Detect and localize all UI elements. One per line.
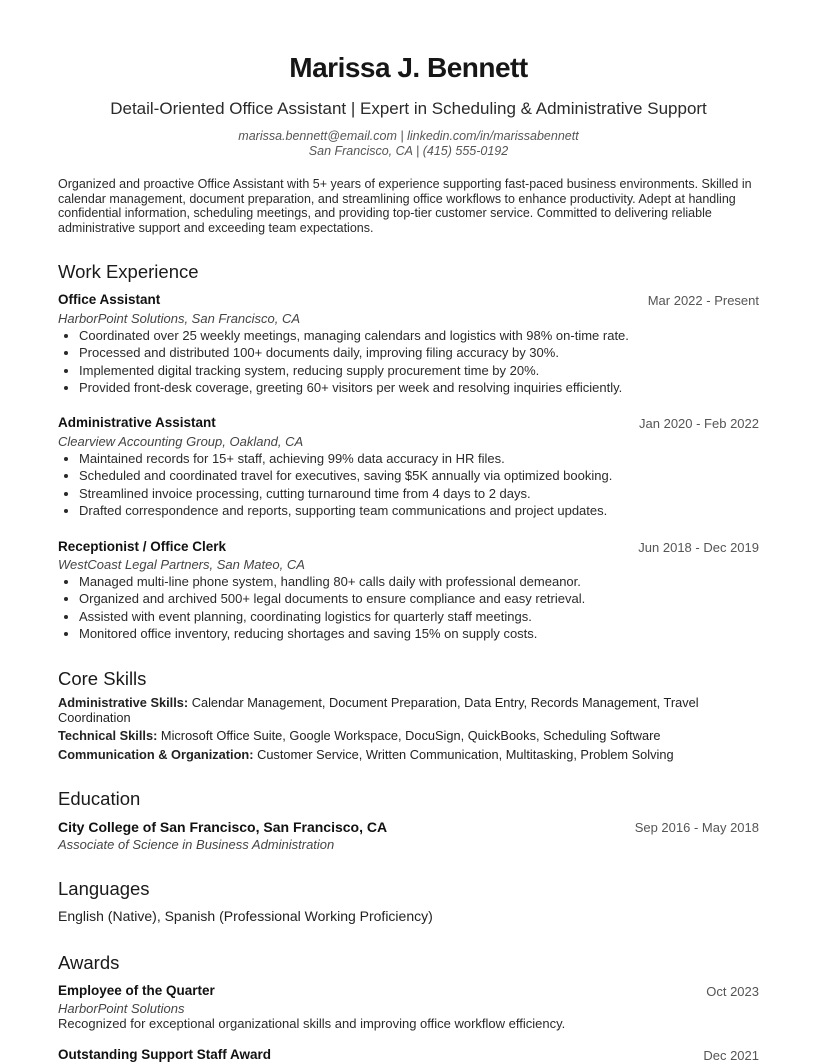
section-title-languages: Languages <box>58 878 150 899</box>
job-bullet: • Implemented digital tracking system, reducing supply procurement time by 20%. <box>79 362 759 379</box>
job-bullet: • Organized and archived 500+ legal documents to ensure compliance and easy retrieval. <box>79 590 759 607</box>
section-title-education: Education <box>58 788 141 809</box>
award-title: Employee of the Quarter <box>58 983 215 998</box>
headline: Detail-Oriented Office Assistant | Expert in Scheduling & Administrative Support <box>110 99 707 118</box>
job-bullet: • Coordinated over 25 weekly meetings, managing calendars and logistics with 98% on-time rate. <box>79 327 759 344</box>
education-dates: Sep 2016 - May 2018 <box>634 820 759 835</box>
skill-category: Communication & Organization: <box>58 747 254 762</box>
job-bullet: • Streamlined invoice processing, cutting turnaround time from 4 days to 2 days. <box>79 485 759 502</box>
job-bullets <box>58 450 759 519</box>
job-organization: Clearview Accounting Group, Oakland, CA <box>58 434 304 449</box>
award-title: Outstanding Support Staff Award <box>58 1047 271 1062</box>
skill-row <box>58 695 759 725</box>
job-dates: Jun 2018 - Dec 2019 <box>638 540 759 555</box>
candidate-name: Marissa J. Bennett <box>289 52 528 83</box>
education-school: City College of San Francisco, San Francisco, CA <box>58 819 388 835</box>
education-degree: Associate of Science in Business Administration <box>58 837 335 852</box>
contact-line-location: San Francisco, CA | (415) 555-0192 <box>308 144 509 158</box>
skill-row <box>58 728 759 743</box>
skill-category: Administrative Skills: <box>58 695 189 710</box>
award-date: Dec 2021 <box>703 1048 759 1063</box>
section-title-skills: Core Skills <box>58 668 147 689</box>
job-title: Receptionist / Office Clerk <box>58 539 227 554</box>
job-title: Office Assistant <box>58 292 161 307</box>
skill-list: Calendar Management, Document Preparation, Data Entry, Records Management, Travel Coordination <box>58 695 699 725</box>
section-title-experience: Work Experience <box>58 261 199 282</box>
job-bullet: • Scheduled and coordinated travel for executives, saving $5K annually via optimized booking. <box>79 467 759 484</box>
job-bullet: • Provided front-desk coverage, greeting 60+ visitors per week and resolving inquiries efficiently. <box>79 379 759 396</box>
skill-category: Technical Skills: <box>58 728 158 743</box>
skill-list: Microsoft Office Suite, Google Workspace, DocuSign, QuickBooks, Scheduling Software <box>160 728 661 743</box>
award-date: Oct 2023 <box>706 984 759 999</box>
award-organization: HarborPoint Solutions <box>58 1001 185 1016</box>
job-bullet: • Processed and distributed 100+ documents daily, improving filing accuracy by 30%. <box>79 344 759 361</box>
contact-line-email: marissa.bennett@email.com | linkedin.com/in/marissabennett <box>238 129 579 143</box>
job-dates: Jan 2020 - Feb 2022 <box>639 416 759 431</box>
job-organization: WestCoast Legal Partners, San Mateo, CA <box>58 557 305 572</box>
job-dates: Mar 2022 - Present <box>647 293 759 308</box>
job-bullets <box>58 573 759 642</box>
skill-list: Customer Service, Written Communication, Multitasking, Problem Solving <box>257 747 674 762</box>
job-bullet: • Monitored office inventory, reducing shortages and saving 15% on supply costs. <box>79 625 759 642</box>
job-bullet: • Maintained records for 15+ staff, achieving 99% data accuracy in HR files. <box>79 450 759 467</box>
skill-row <box>58 747 759 762</box>
job-bullet: • Assisted with event planning, coordinating logistics for quarterly staff meetings. <box>79 608 759 625</box>
job-title: Administrative Assistant <box>58 415 216 430</box>
job-bullet: • Drafted correspondence and reports, supporting team communications and project updates. <box>79 502 759 519</box>
job-organization: HarborPoint Solutions, San Francisco, CA <box>58 311 301 326</box>
job-bullets <box>58 327 759 396</box>
award-description: Recognized for exceptional organizational skills and improving office workflow efficiency. <box>58 1016 566 1031</box>
job-bullet: • Managed multi-line phone system, handling 80+ calls daily with professional demeanor. <box>79 573 759 590</box>
section-title-awards: Awards <box>58 952 120 973</box>
summary-paragraph: Organized and proactive Office Assistant with 5+ years of experience supporting fast-paced business environments. Skilled in calendar management, document preparation, and streamlining office workflows to enhance productivity. Adept at handling confidential information, scheduling meetings, and providing top-tier customer service. Committed to delivering reliable administrative support and exceeding team expectations. <box>58 177 752 235</box>
languages-list: English (Native), Spanish (Professional Working Proficiency) <box>58 908 433 924</box>
